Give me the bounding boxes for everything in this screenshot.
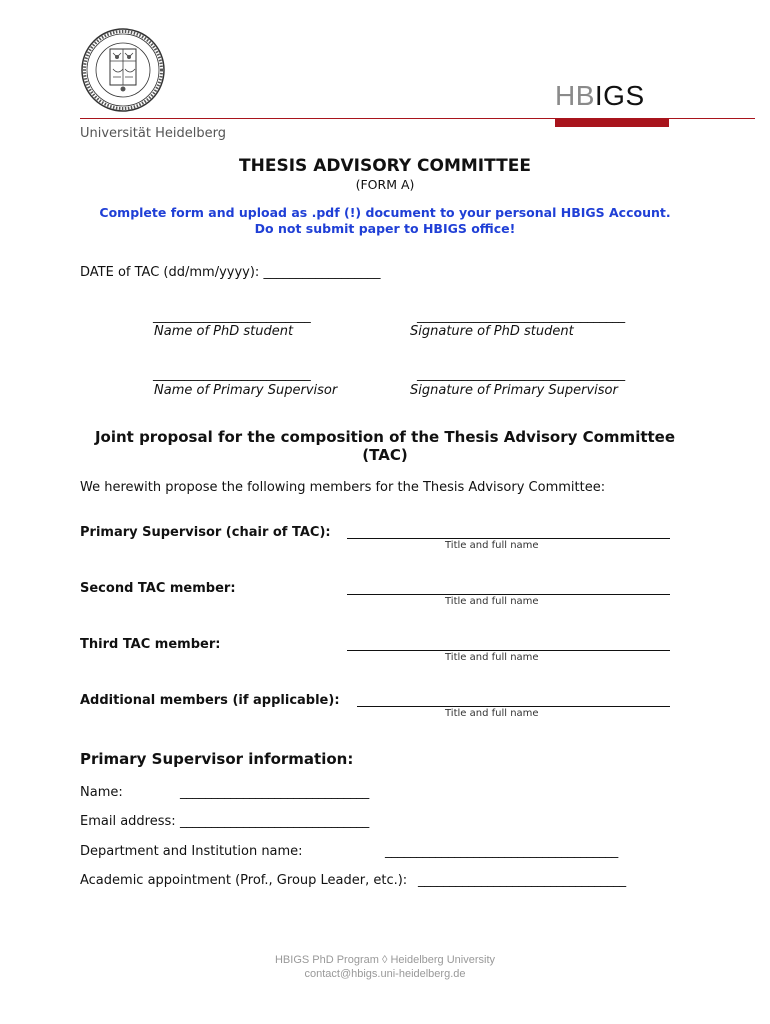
supervisor-name-field[interactable]: _________________________ xyxy=(153,367,311,382)
member-label-second: Second TAC member: xyxy=(80,581,236,596)
member-input-primary-supervisor[interactable] xyxy=(347,538,670,539)
supervisor-appointment-input[interactable]: _________________________________ xyxy=(418,873,626,888)
member-label-primary-supervisor: Primary Supervisor (chair of TAC): xyxy=(80,525,331,540)
supervisor-name-label-2: Name: xyxy=(80,785,123,800)
member-input-second[interactable] xyxy=(347,594,670,595)
date-label: DATE of TAC (dd/mm/yyyy): xyxy=(80,265,260,280)
date-field[interactable] xyxy=(80,265,380,280)
supervisor-email-label: Email address: xyxy=(80,814,176,829)
form-subtitle: (FORM A) xyxy=(355,177,415,192)
instruction-line-1: Complete form and upload as .pdf (!) document to your personal HBIGS Account. xyxy=(99,205,671,220)
supervisor-signature-label: Signature of Primary Supervisor xyxy=(410,383,618,398)
phd-student-name-label: Name of PhD student xyxy=(154,324,294,339)
proposal-intro: We herewith propose the following members for the Thesis Advisory Committee: xyxy=(80,480,606,495)
member-input-additional[interactable] xyxy=(357,706,670,707)
university-name: Universität Heidelberg xyxy=(80,126,226,141)
supervisor-dept-label: Department and Institution name: xyxy=(80,844,303,859)
supervisor-appointment-label: Academic appointment (Prof., Group Leader, etc.): xyxy=(80,873,408,888)
supervisor-name-input[interactable]: ______________________________ xyxy=(180,785,370,800)
phd-student-signature-label: Signature of PhD student xyxy=(410,324,574,339)
hbigs-logo-text: HBIGS xyxy=(555,80,645,111)
footer-program: HBIGS PhD Program ◊ Heidelberg University xyxy=(274,954,495,966)
member-label-third: Third TAC member: xyxy=(80,637,221,652)
supervisor-info-heading: Primary Supervisor information: xyxy=(80,750,354,768)
member-hint: Title and full name xyxy=(445,540,539,551)
supervisor-email-input[interactable]: ______________________________ xyxy=(180,814,370,829)
member-hint: Title and full name xyxy=(445,708,539,719)
date-blank[interactable]: __________________ xyxy=(263,265,381,280)
proposal-heading-line-1: Joint proposal for the composition of the Thesis Advisory Committee xyxy=(94,428,676,446)
supervisor-dept-input[interactable]: _____________________________________ xyxy=(385,844,619,859)
header-accent-block xyxy=(555,119,669,127)
form-title: THESIS ADVISORY COMMITTEE xyxy=(239,156,531,176)
phd-student-name-field[interactable]: _________________________ xyxy=(153,309,311,324)
supervisor-signature-field[interactable]: _________________________________ xyxy=(417,367,625,382)
supervisor-name-label: Name of Primary Supervisor xyxy=(154,383,338,398)
proposal-heading-line-2: (TAC) xyxy=(362,446,408,464)
footer-contact: contact@hbigs.uni-heidelberg.de xyxy=(304,968,466,980)
member-label-additional: Additional members (if applicable): xyxy=(80,693,340,708)
member-hint: Title and full name xyxy=(445,596,539,607)
phd-student-signature-field[interactable]: _________________________________ xyxy=(417,309,625,324)
member-hint: Title and full name xyxy=(445,652,539,663)
instruction-line-2: Do not submit paper to HBIGS office! xyxy=(254,221,516,236)
member-input-third[interactable] xyxy=(347,650,670,651)
university-seal-icon xyxy=(80,27,166,113)
